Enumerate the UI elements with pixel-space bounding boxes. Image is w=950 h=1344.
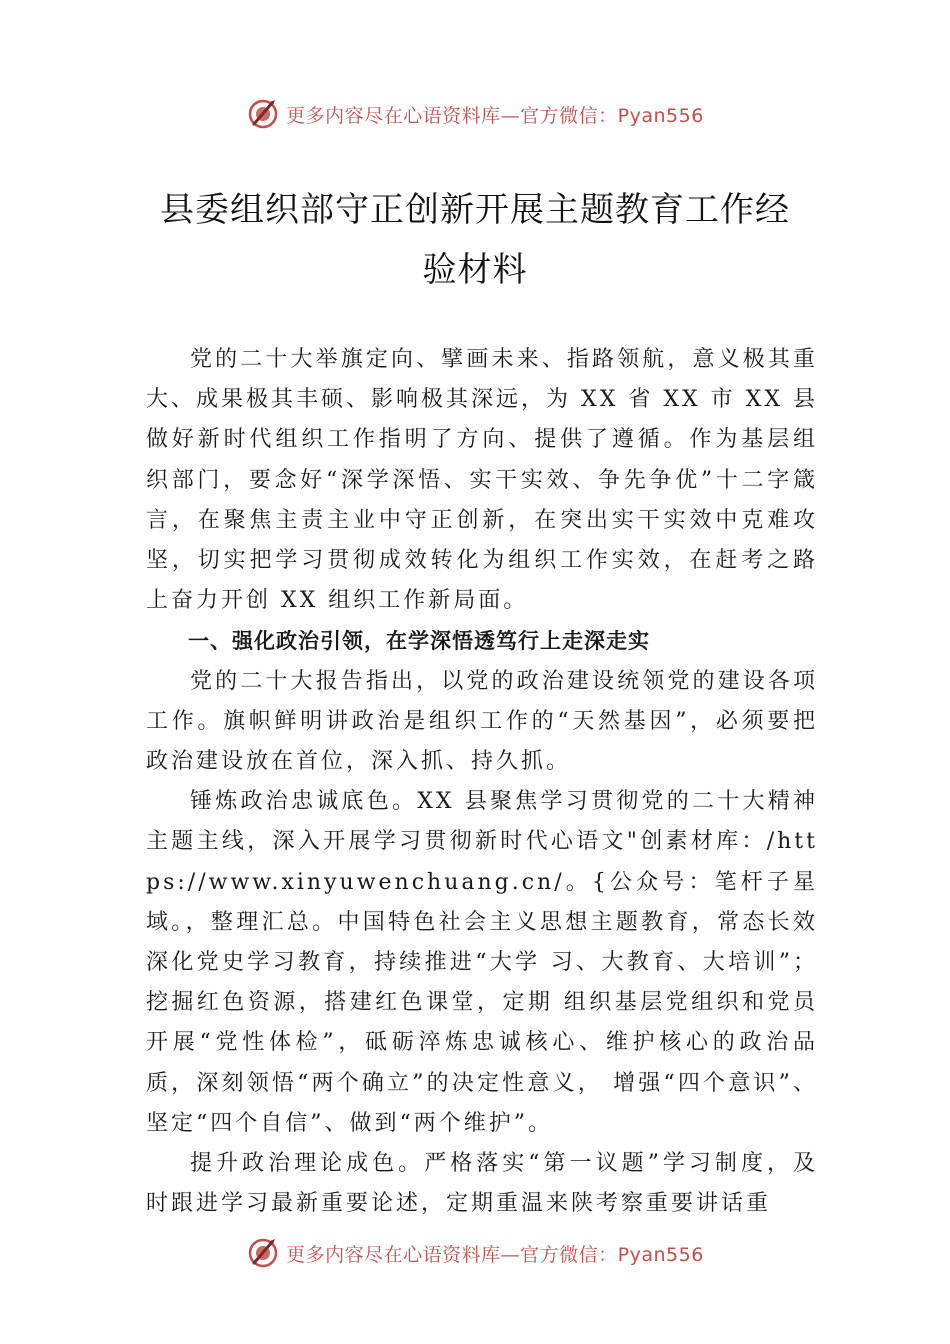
document-title (110, 180, 840, 300)
section-heading: 一、强化政治引领，在学深悟透笃行上走深走实 (188, 629, 650, 654)
watermark-wechat-id: Pyan556 (617, 1243, 704, 1266)
brush-seal-icon (246, 97, 280, 131)
paragraph: 党的二十大报告指出，以党的政治建设统领党的建设各项工作。旗帜鲜明讲政治是组织工作的“天然基因”，必须要把政治建设放在首位，深入抓、持久抓。 (146, 668, 818, 775)
watermark-text: 更多内容尽在心语资料库—官方微信：Pyan556 (286, 104, 704, 127)
title-line-2: 验材料 (422, 250, 528, 290)
brush-seal-icon (246, 1236, 280, 1270)
header-watermark (0, 94, 950, 134)
watermark-wechat-id: Pyan556 (617, 104, 704, 127)
footer-watermark (0, 1233, 950, 1273)
paragraph: 锤炼政治忠诚底色。XX 县聚焦学习贯彻党的二十大精神主题主线，深入开展学习贯彻新时代心语文"创素材库：/https://www.xinyuwenchuang.cn/。{公众号：笔杆子星域。，整理汇总。中国特色社会主义思想主题教育，常态长效深化党史学习教育，持续推进“大学 习、大教育、大培训”；挖掘红色资源，搭建红色课堂，定期 组织基层党组织和党员开展“党性体检”，砥砺淬炼忠诚核心、维护核心的政治品质，深刻领悟“两个确立”的决定性意义， 增强“四个意识”、坚定“四个自信”、做到“两个维护”。 (146, 789, 818, 1136)
paragraph: 党的二十大举旗定向、擘画未来、指路领航，意义极其重大、成果极其丰硕、影响极其深远，为 XX 省 XX 市 XX 县做好新时代组织工作指明了方向、提供了遵循。作为基层组织部门，要念好“深学深悟、实干实效、争先争优”十二字箴言，在聚焦主责主业中守正创新，在突出实干实效中克难攻坚，切实把学习贯彻成效转化为组织工作实效，在赶考之路上奋力开创 XX 组织工作新局面。 (146, 347, 818, 614)
title-line-1: 县委组织部守正创新开展主题教育工作经 (160, 190, 790, 230)
paragraph: 提升政治理论成色。严格落实“第一议题”学习制度，及时跟进学习最新重要论述，定期重温来陕考察重要讲话重 (146, 1151, 818, 1217)
watermark-text: 更多内容尽在心语资料库—官方微信：Pyan556 (286, 1243, 704, 1266)
document-body (146, 340, 818, 1224)
